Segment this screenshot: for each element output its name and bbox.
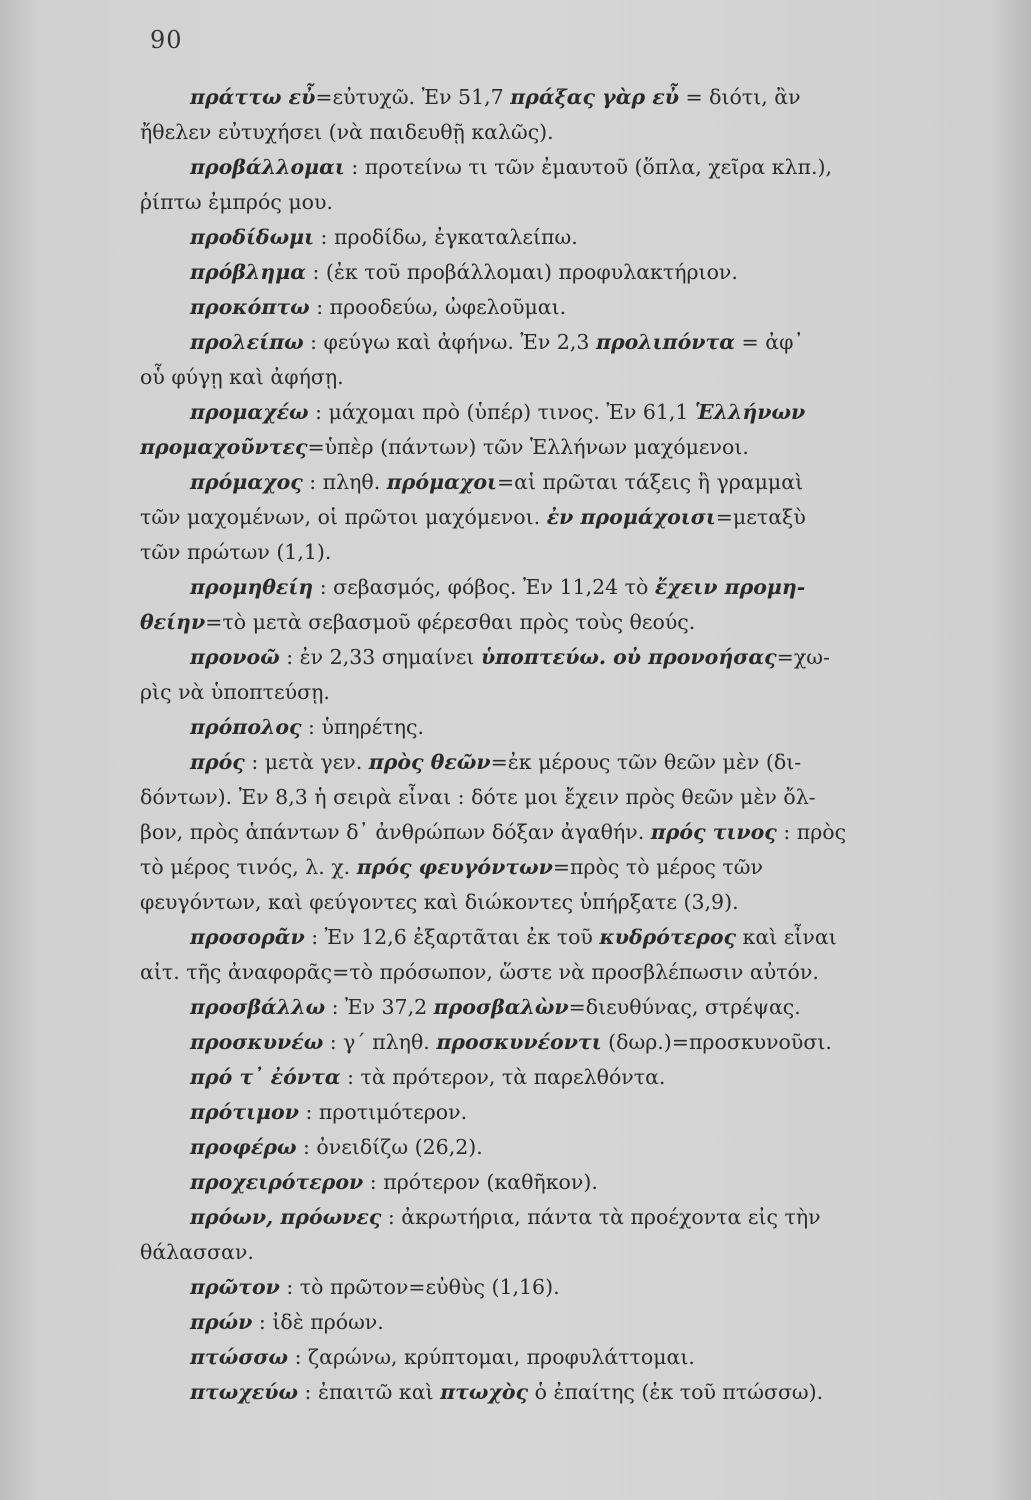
entry-line — [190, 395, 1016, 430]
entry-line — [190, 640, 1016, 675]
headword: προσβάλλω — [190, 995, 326, 1019]
entry-line — [190, 1095, 1016, 1130]
entry-line — [190, 220, 1016, 255]
dictionary-entry — [140, 1130, 1016, 1165]
definition-text: : σεβασμός, φόβος. Ἐν 11,24 τὸ — [313, 575, 655, 599]
dictionary-entry — [140, 1095, 1016, 1130]
definition-text: =χω- — [776, 645, 830, 669]
headword: ἐν προμάχοισι — [546, 505, 716, 529]
definition-text: ὁ ἐπαίτης (ἐκ τοῦ πτώσσω). — [528, 1380, 824, 1404]
headword: πρόων, πρόωνες — [190, 1205, 382, 1229]
entry-line — [140, 500, 1016, 535]
dictionary-entry — [140, 395, 1016, 465]
headword: προμαχοῦντες — [140, 435, 308, 459]
entry-line — [190, 1375, 1016, 1410]
definition-text: βον, πρὸς ἁπάντων δ᾿ ἀνθρώπων δόξαν ἀγαθήν. — [140, 820, 651, 844]
entry-line — [140, 850, 1016, 885]
definition-text: : ἀκρωτήρια, πάντα τὰ προέχοντα εἰς τὴν — [381, 1205, 821, 1229]
definition-text: =πρὸς τὸ μέρος τῶν — [552, 855, 763, 879]
dictionary-entry — [140, 1340, 1016, 1375]
headword: προμαχέω — [190, 400, 309, 424]
dictionary-entries — [140, 80, 1016, 1410]
definition-text: τὸ μέρος τινός, λ. χ. — [140, 855, 357, 879]
dictionary-entry — [140, 640, 1016, 710]
headword: ὑποπτεύω. οὐ προνοήσας — [480, 645, 777, 669]
definition-text: =εὐτυχῶ. Ἐν 51,7 — [315, 85, 511, 109]
definition-text: θάλασσαν. — [140, 1240, 254, 1264]
dictionary-entry — [140, 745, 1016, 920]
entry-line — [190, 1270, 1016, 1305]
headword: πρότιμον — [190, 1100, 299, 1124]
headword: πρός τινος — [650, 820, 777, 844]
entry-line — [140, 955, 1016, 990]
dictionary-entry — [140, 290, 1016, 325]
headword: πρός — [190, 750, 245, 774]
definition-text: : μετὰ γεν. — [244, 750, 369, 774]
entry-line — [190, 1305, 1016, 1340]
entry-line — [190, 255, 1016, 290]
headword: πρῶτον — [190, 1275, 280, 1299]
headword: προνοῶ — [190, 645, 280, 669]
headword: πρό τ᾿ ἐόντα — [190, 1065, 341, 1089]
definition-text: : τὰ πρότερον, τὰ παρελθόντα. — [340, 1065, 666, 1089]
dictionary-entry — [140, 80, 1016, 150]
definition-text: : πρὸς — [776, 820, 847, 844]
entry-line — [190, 1165, 1016, 1200]
dictionary-entry — [140, 1270, 1016, 1305]
definition-text: : προτείνω τι τῶν ἐμαυτοῦ (ὅπλα, χεῖρα κλπ.), — [344, 155, 833, 179]
entry-line — [190, 80, 1016, 115]
entry-line — [190, 325, 1016, 360]
entry-line — [140, 185, 1016, 220]
definition-text: : προδίδω, ἐγκαταλείπω. — [314, 225, 578, 249]
definition-text: : ὀνειδίζω (26,2). — [296, 1135, 483, 1159]
headword: προδίδωμι — [190, 225, 315, 249]
headword: πρὸς θεῶν — [368, 750, 491, 774]
definition-text: : Ἐν 12,6 ἐξαρτᾶται ἐκ τοῦ — [304, 925, 600, 949]
entry-line — [190, 1200, 1016, 1235]
entry-line — [140, 780, 1016, 815]
dictionary-entry — [140, 325, 1016, 395]
dictionary-entry — [140, 465, 1016, 570]
headword: προλιπόντα — [595, 330, 736, 354]
headword: θείην — [140, 610, 206, 634]
entry-line — [140, 815, 1016, 850]
dictionary-entry — [140, 1025, 1016, 1060]
entry-line — [190, 710, 1016, 745]
headword: προχειρότερον — [190, 1170, 364, 1194]
headword: προβάλλομαι — [190, 155, 345, 179]
definition-text: : πρότερον (καθῆκον). — [363, 1170, 598, 1194]
page-number: 90 — [150, 26, 183, 54]
headword: προκόπτω — [190, 295, 310, 319]
entry-line — [190, 150, 1016, 185]
dictionary-entry — [140, 150, 1016, 220]
headword: προσκυνέοντι — [436, 1030, 602, 1054]
dictionary-entry — [140, 1165, 1016, 1200]
entry-line — [190, 1060, 1016, 1095]
headword: προσβαλὼν — [433, 995, 569, 1019]
entry-line — [140, 115, 1016, 150]
definition-text: : ἐν 2,33 σημαίνει — [279, 645, 481, 669]
headword: προσορᾶν — [190, 925, 305, 949]
entry-line — [140, 535, 1016, 570]
entry-line — [190, 990, 1016, 1025]
entry-line — [190, 570, 1016, 605]
entry-line — [190, 745, 1016, 780]
headword: πρόβλημα — [190, 260, 306, 284]
entry-line — [190, 465, 1016, 500]
definition-text: ἤθελεν εὐτυχήσει (νὰ παιδευθῇ καλῶς). — [140, 120, 554, 144]
definition-text: : ὑπηρέτης. — [301, 715, 424, 739]
entry-line — [190, 920, 1016, 955]
dictionary-entry — [140, 1305, 1016, 1340]
definition-text: : γ΄ πληθ. — [323, 1030, 437, 1054]
headword: Ἑλλήνων — [694, 400, 806, 424]
entry-line — [190, 290, 1016, 325]
definition-text: =διευθύνας, στρέψας. — [568, 995, 801, 1019]
definition-text: (δωρ.)=προσκυνοῦσι. — [601, 1030, 832, 1054]
definition-text: =αἱ πρῶται τάξεις ἢ γραμμαὶ — [496, 470, 804, 494]
definition-text: ρὶς νὰ ὑποπτεύσῃ. — [140, 680, 330, 704]
dictionary-entry — [140, 255, 1016, 290]
definition-text: =ἐκ μέρους τῶν θεῶν μὲν (δι- — [490, 750, 802, 774]
dictionary-entry — [140, 570, 1016, 640]
definition-text: =ὑπὲρ (πάντων) τῶν Ἑλλήνων μαχόμενοι. — [307, 435, 749, 459]
definition-text: = ἀφ᾿ — [735, 330, 804, 354]
dictionary-entry — [140, 710, 1016, 745]
entry-line — [140, 885, 1016, 920]
headword: πτωχὸς — [440, 1380, 529, 1404]
definition-text: τῶν μαχομένων, οἱ πρῶτοι μαχόμενοι. — [140, 505, 547, 529]
headword: πρών — [190, 1310, 253, 1334]
headword: προσκυνέω — [190, 1030, 324, 1054]
headword: πτωχεύω — [190, 1380, 299, 1404]
entry-line — [140, 605, 1016, 640]
definition-text: δόντων). Ἐν 8,3 ἡ σειρὰ εἶναι : δότε μοι ἔχειν πρὸς θεῶν μὲν ὄλ- — [140, 785, 816, 809]
headword: προλείπω — [190, 330, 304, 354]
definition-text: : πληθ. — [302, 470, 387, 494]
dictionary-entry — [140, 920, 1016, 990]
entry-line — [190, 1130, 1016, 1165]
headword: πρός φευγόντων — [356, 855, 553, 879]
headword: πρόπολος — [190, 715, 302, 739]
definition-text: ῥίπτω ἐμπρός μου. — [140, 190, 333, 214]
definition-text: = διότι, ἂν — [678, 85, 801, 109]
definition-text: : τὸ πρῶτον=εὐθὺς (1,16). — [279, 1275, 560, 1299]
definition-text: : μάχομαι πρὸ (ὑπέρ) τινος. Ἐν 61,1 — [308, 400, 695, 424]
headword: πράξας γὰρ εὖ — [510, 85, 679, 109]
definition-text: =τὸ μετὰ σεβασμοῦ φέρεσθαι πρὸς τοὺς θεούς. — [205, 610, 696, 634]
definition-text: : ἐπαιτῶ καὶ — [298, 1380, 441, 1404]
dictionary-entry — [140, 1375, 1016, 1410]
definition-text: τῶν πρώτων (1,1). — [140, 540, 332, 564]
dictionary-entry — [140, 1060, 1016, 1095]
dictionary-entry — [140, 1200, 1016, 1270]
headword: προμηθείη — [190, 575, 314, 599]
definition-text: : Ἐν 37,2 — [325, 995, 434, 1019]
entry-line — [140, 430, 1016, 465]
definition-text: οὗ φύγῃ καὶ ἀφήσῃ. — [140, 365, 344, 389]
definition-text: : προοδεύω, ὠφελοῦμαι. — [309, 295, 567, 319]
entry-line — [190, 1340, 1016, 1375]
dictionary-entry — [140, 990, 1016, 1025]
headword: πτώσσω — [190, 1345, 289, 1369]
entry-line — [140, 360, 1016, 395]
definition-text: καὶ εἶναι — [736, 925, 837, 949]
entry-line — [190, 1025, 1016, 1060]
headword: κυδρότερος — [599, 925, 737, 949]
headword: προφέρω — [190, 1135, 297, 1159]
entry-line — [140, 1235, 1016, 1270]
definition-text: φευγόντων, καὶ φεύγοντες καὶ διώκοντες ὑπήρξατε (3,9). — [140, 890, 739, 914]
headword: πρόμαχος — [190, 470, 303, 494]
entry-line — [140, 675, 1016, 710]
definition-text: : ζαρώνω, κρύπτομαι, προφυλάττομαι. — [288, 1345, 695, 1369]
definition-text: : φεύγω καὶ ἀφήνω. Ἐν 2,3 — [303, 330, 596, 354]
headword: πράττω εὖ — [190, 85, 316, 109]
definition-text: =μεταξὺ — [715, 505, 806, 529]
headword: πρόμαχοι — [386, 470, 497, 494]
dictionary-entry — [140, 220, 1016, 255]
definition-text: αἰτ. τῆς ἀναφορᾶς=τὸ πρόσωπον, ὥστε νὰ προσβλέπωσιν αὐτόν. — [140, 960, 819, 984]
definition-text: : ἰδὲ πρόων. — [252, 1310, 384, 1334]
headword: ἔχειν προμη- — [654, 575, 806, 599]
definition-text: : προτιμότερον. — [298, 1100, 468, 1124]
definition-text: : (ἐκ τοῦ προβάλλομαι) προφυλακτήριον. — [305, 260, 738, 284]
